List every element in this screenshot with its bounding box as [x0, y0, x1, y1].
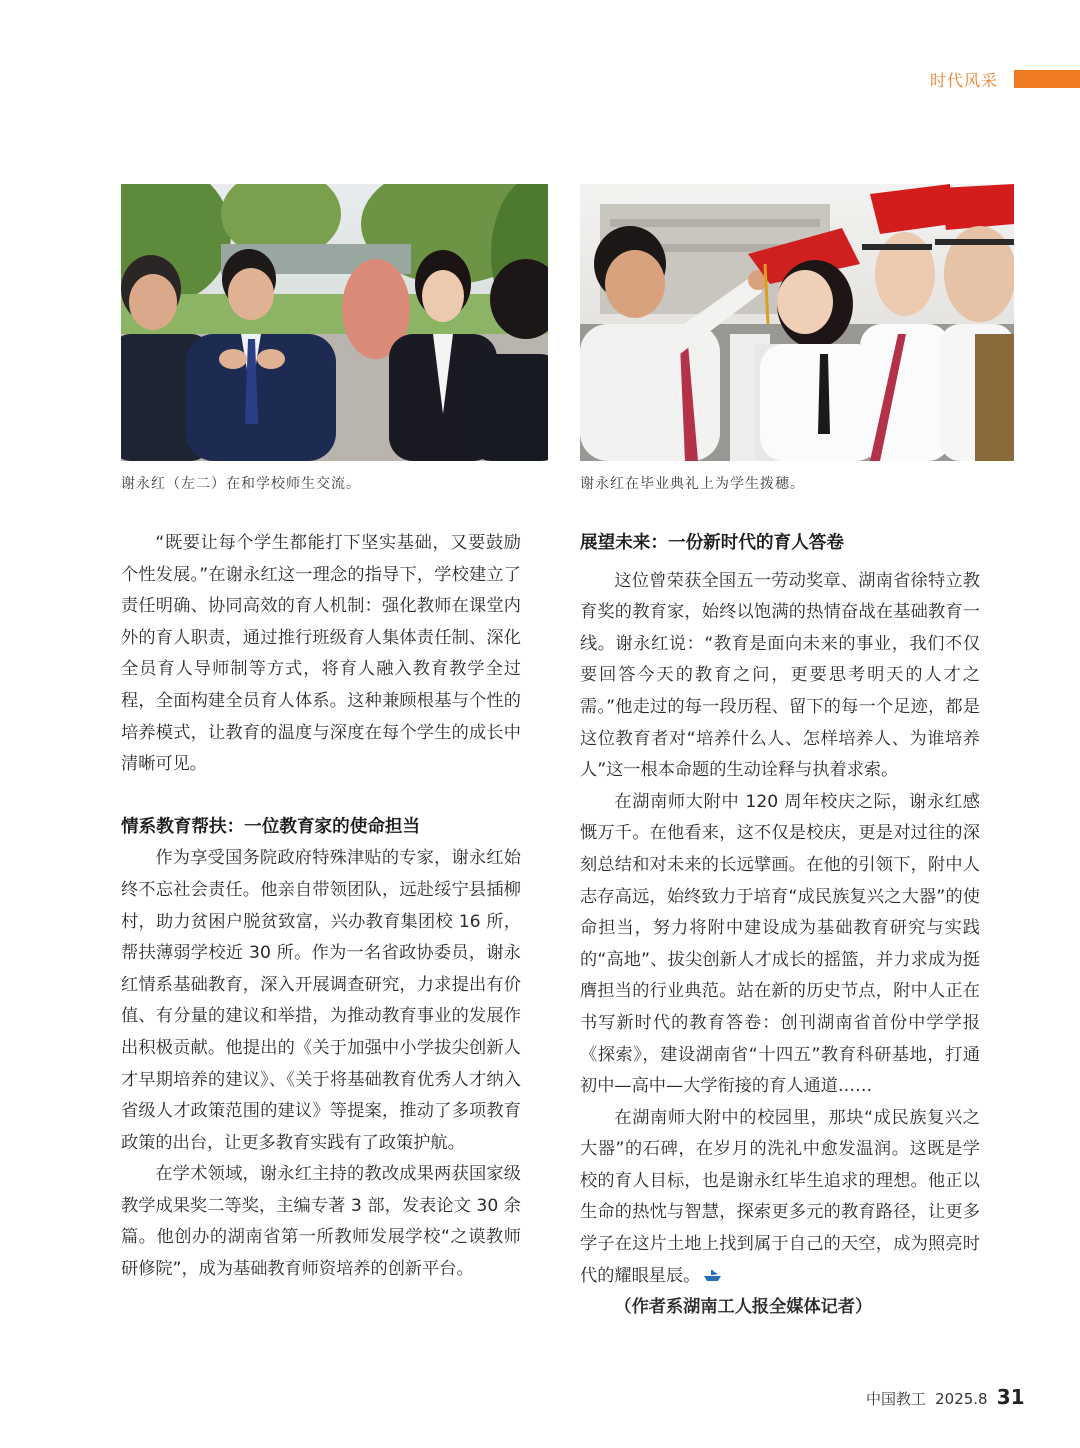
photo-caption-right: 谢永红在毕业典礼上为学生拨穗。: [580, 476, 805, 492]
article-column-right: [580, 528, 980, 1324]
ship-icon: [704, 1270, 721, 1282]
photo-teacher-student-exchange: [121, 184, 548, 461]
section-label: 时代风采: [930, 71, 999, 90]
photo-caption-left: 谢永红（左二）在和学校师生交流。: [121, 476, 361, 492]
page-footer: [866, 1385, 1025, 1409]
body-paragraph: 在湖南师大附中 120 周年校庆之际，谢永红感慨万千。在他看来，这不仅是校庆，更是对过往的深刻总结和对未来的长远擘画。在他的引领下，附中人志存高远，始终致力于培育“成民族复兴之大器”的使命担当，努力将附中建设成为基础教育研究与实践的“高地”、拔尖创新人才成长的摇篮，并力求成为挺膺担当的行业典范。站在新的历史节点，附中人正在书写新时代的教育答卷：创刊湖南省首份中学学报《探索》，建设湖南省“十四五”教育科研基地，打通初中—高中—大学衔接的育人通道……: [580, 791, 980, 1097]
section-heading: 情系教育帮扶：一位教育家的使命担当: [121, 816, 421, 837]
body-paragraph: 在学术领域，谢永红主持的教改成果两获国家级教学成果奖二等奖，主编专著 3 部，发表论文 30 余篇。他创办的湖南省第一所教师发展学校“之谟教师研修院”，成为基础教育师资培养的创新平台。: [121, 1164, 521, 1280]
body-paragraph: [580, 1103, 980, 1293]
photo-graduation-tassel-ceremony: [580, 184, 1014, 461]
magazine-name: 中国教工: [866, 1390, 927, 1408]
page-number: 31: [996, 1385, 1025, 1409]
body-paragraph: 作为享受国务院政府特殊津贴的专家，谢永红始终不忘社会责任。他亲自带领团队，远赴绥宁县插柳村，助力贫困户脱贫致富，兴办教育集团校 16 所，帮扶薄弱学校近 30 所。作为一名省政协委员，谢永红情系基础教育，深入开展调查研究，力求提出有价值、有分量的建议和举措，为推动教育事业的发展作出积极贡献。他提出的《关于加强中小学拔尖创新人才早期培养的建议》、《关于将基础教育优秀人才纳入省级人才政策范围的建议》等提案，推动了多项教育政策的出台，让更多教育实践有了政策护航。: [121, 848, 521, 1153]
section-color-bar: [1014, 70, 1080, 88]
section-heading: 展望未来：一份新时代的育人答卷: [580, 533, 844, 553]
article-column-left: [121, 528, 521, 1286]
body-paragraph: “既要让每个学生都能打下坚实基础，又要鼓励个性发展。”在谢永红这一理念的指导下，学校建立了责任明确、协同高效的育人机制：强化教师在课堂内外的育人职责，通过推行班级育人集体责任制、深化全员育人导师制等方式，将育人融入教育教学全过程，全面构建全员育人体系。这种兼顾根基与个性的培养模式，让教育的温度与深度在每个学生的成长中清晰可见。: [121, 533, 521, 775]
closing-paragraph-text: 在湖南师大附中的校园里，那块“成民族复兴之大器”的石碑，在岁月的洗礼中愈发温润。这既是学校的育人目标，也是谢永红毕生追求的理想。他正以生命的热忱与智慧，探索更多元的教育路径，让更多学子在这片土地上找到属于自己的天空，成为照亮时代的耀眼星辰。: [580, 1107, 980, 1286]
body-paragraph: 这位曾荣获全国五一劳动奖章、湖南省徐特立教育奖的教育家，始终以饱满的热情奋战在基础教育一线。谢永红说：“教育是面向未来的事业，我们不仅要回答今天的教育之问，更要思考明天的人才之需。”他走过的每一段历程、留下的每一个足迹，都是这位教育者对“培养什么人、怎样培养人、为谁培养人”这一根本命题的生动诠释与执着求索。: [580, 570, 980, 781]
issue-date: 2025.8: [935, 1390, 988, 1408]
author-byline: （作者系湖南工人报全媒体记者）: [614, 1297, 873, 1318]
